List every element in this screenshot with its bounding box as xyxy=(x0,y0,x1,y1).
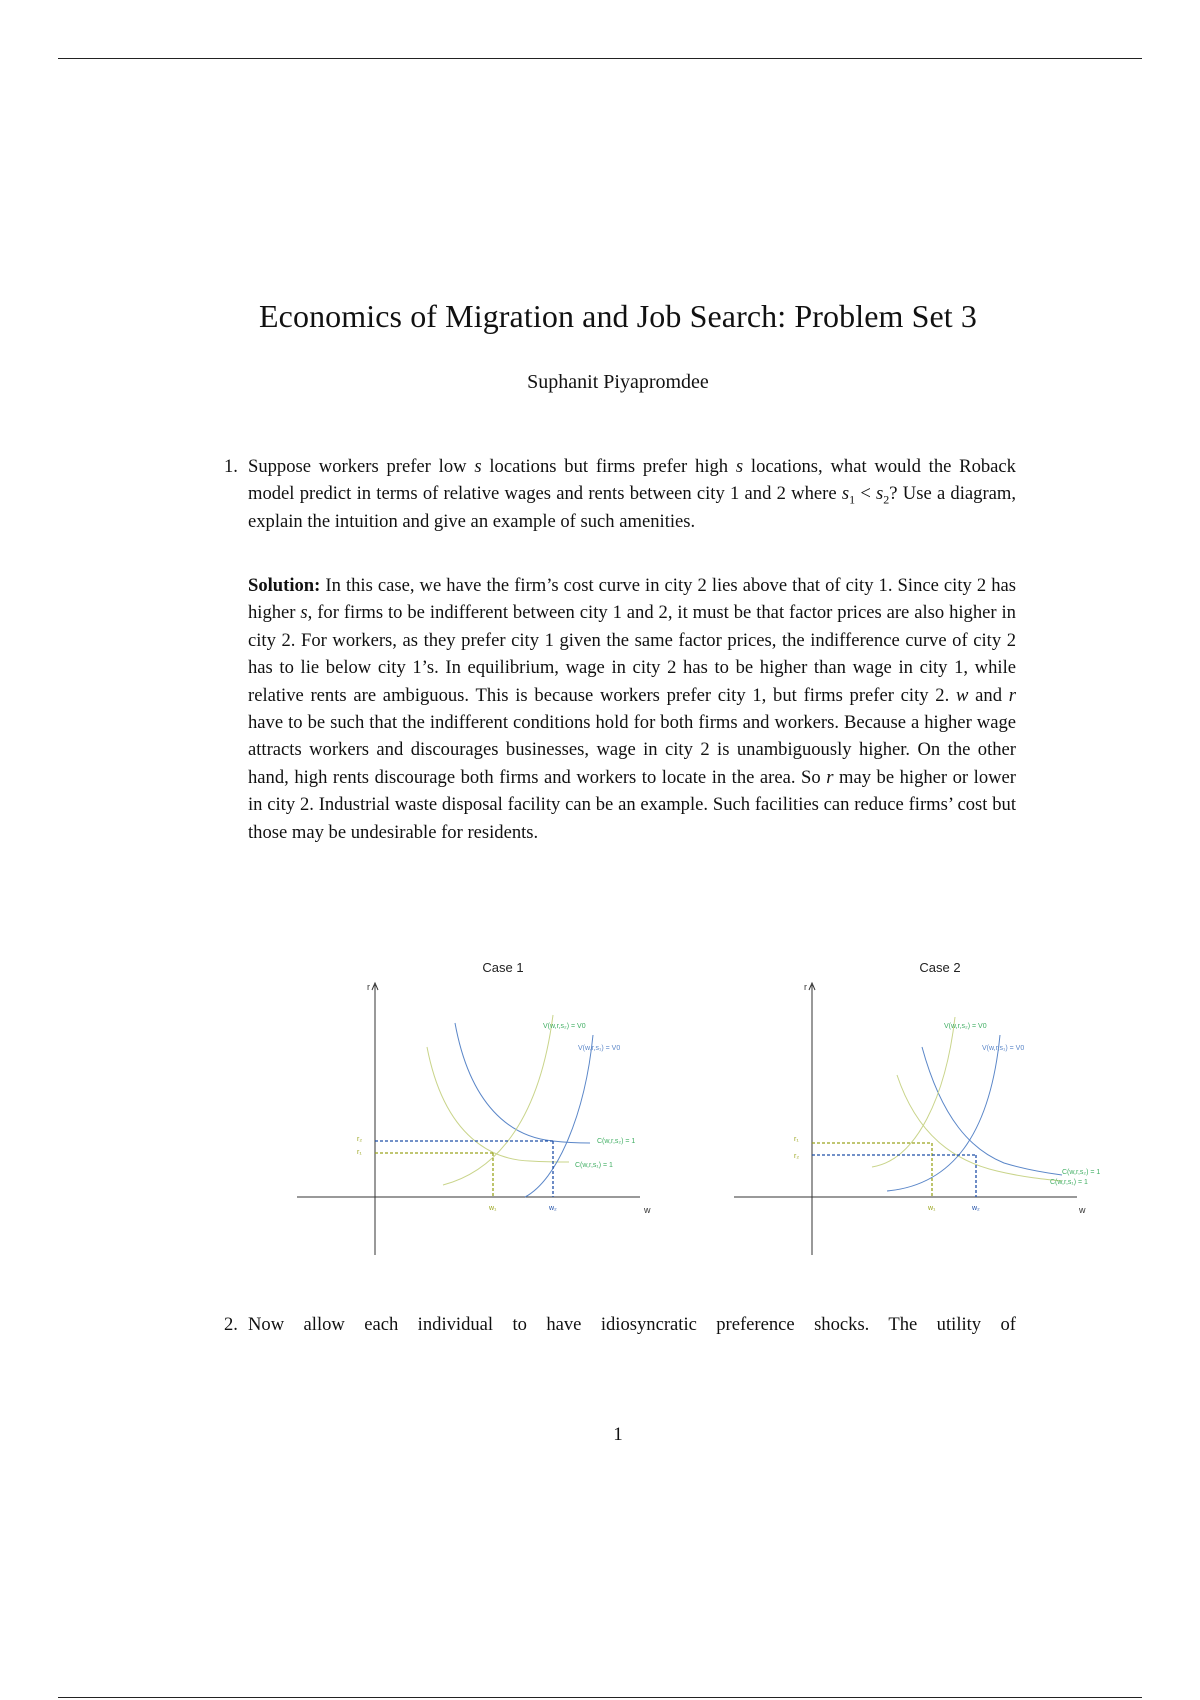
question-1 xyxy=(224,453,1017,535)
cost-curve-city2 xyxy=(922,1047,1062,1175)
cost-label-s2: C(w,r,s₂) = 1 xyxy=(597,1138,636,1145)
cost-curve-city1 xyxy=(427,1047,569,1162)
x-axis-label: w xyxy=(1079,1205,1086,1215)
figure-case-1 xyxy=(295,955,705,1275)
footer-rule xyxy=(58,1697,1142,1698)
wage-tick-lower: w₁ xyxy=(489,1205,497,1212)
figure-title: Case 2 xyxy=(919,960,961,975)
rent-tick-upper: r₁ xyxy=(794,1136,799,1143)
rent-tick-lower: r₂ xyxy=(794,1153,800,1160)
page-number: 1 xyxy=(613,1424,623,1445)
rent-tick-lower: r₁ xyxy=(357,1149,362,1156)
indifference-curve-city2 xyxy=(525,1035,593,1197)
indifference-curve-city1 xyxy=(443,1015,553,1185)
cost-label-s1: C(w,r,s₁) = 1 xyxy=(575,1162,613,1169)
question-number: 2. xyxy=(224,1314,238,1335)
author-name: Suphanit Piyapromdee xyxy=(527,371,709,393)
x-axis-label: w xyxy=(644,1205,651,1215)
indifference-label-s2: V(w,r,s₂) = V0 xyxy=(543,1023,586,1030)
paper-title: Economics of Migration and Job Search: Problem Set 3 xyxy=(259,298,977,334)
cost-curve-city2 xyxy=(455,1023,590,1143)
solution-paragraph: Solution: In this case, we have the firm’s cost curve in city 2 lies above that of city 1. Since city 2 has higher s, for firms to be indifferent between city 1 and 2, it must be that factor prices are also higher in city 2. For workers, as they prefer city 1 given the same factor prices, the indifference curve of city 2 has to lie below city 1’s. In equilibrium, wage in city 2 has to be higher than wage in city 1, while relative rents are ambiguous. This is because workers prefer city 1, but firms prefer city 2. w and r have to be such that the indifferent conditions hold for both firms and workers. Because a higher wage attracts workers and discourages businesses, wage in city 2 is unambiguously higher. On the other hand, high rents discourage both firms and workers to locate in the area. So r may be higher or lower in city 2. Industrial waste disposal facility can be an example. Such facilities can reduce firms’ cost but those may be undesirable for residents. xyxy=(248,575,1016,843)
header-rule xyxy=(58,58,1142,59)
wage-tick-upper: w₂ xyxy=(972,1205,980,1212)
question-1-text: Suppose workers prefer low s locations but firms prefer high s locations, what would the Roback model predict in terms of relative wages and rents between city 1 and 2 where $s_1 < s_2$? Use a diagram, explain the intuition and give an example of such amenities. xyxy=(248,456,1017,532)
figure-case-2 xyxy=(732,955,1142,1275)
solution-label: Solution: xyxy=(248,575,321,596)
rent-tick-upper: r₂ xyxy=(357,1136,363,1143)
wage-tick-upper: w₂ xyxy=(549,1205,557,1212)
indifference-label-s2: V(w,r,s₂) = V0 xyxy=(944,1023,987,1030)
cost-label-s1: C(w,r,s₁) = 1 xyxy=(1050,1179,1088,1186)
case-1-diagram xyxy=(295,955,705,1275)
y-axis-label: r xyxy=(367,982,370,992)
case-2-diagram xyxy=(732,955,1142,1275)
indifference-label-s1: V(w,r,s₁) = V0 xyxy=(578,1045,621,1052)
question-2-text: Now allow each individual to have idiosyncratic preference shocks. The utility of xyxy=(248,1314,1016,1335)
indifference-label-s1: V(w,r,s₁) = V0 xyxy=(982,1045,1025,1052)
question-2 xyxy=(224,1311,1016,1338)
y-axis-label: r xyxy=(804,982,807,992)
cost-label-s2: C(w,r,s₂) = 1 xyxy=(1062,1169,1101,1176)
figure-title: Case 1 xyxy=(482,960,524,975)
wage-tick-lower: w₁ xyxy=(928,1205,936,1212)
question-number: 1. xyxy=(224,456,238,477)
indifference-curve-city1 xyxy=(872,1017,955,1167)
